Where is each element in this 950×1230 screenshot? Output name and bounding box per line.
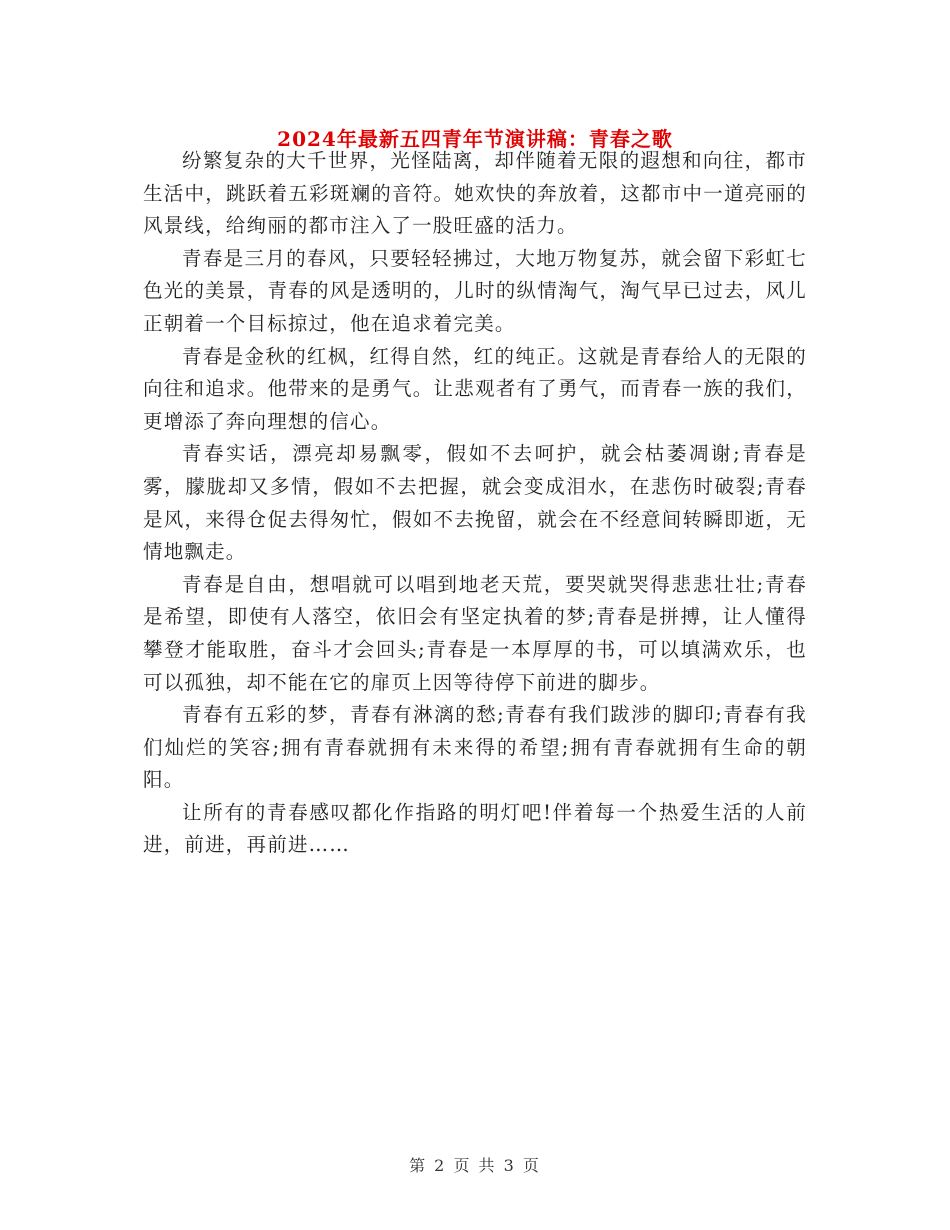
paragraph: 青春是金秋的红枫，红得自然，红的纯正。这就是青春给人的无限的向往和追求。他带来的是勇气。让悲观者有了勇气，而青春一族的我们，更增添了奔向理想的信心。 [143, 344, 807, 433]
paragraph: 让所有的青春感叹都化作指路的明灯吧!伴着每一个热爱生活的人前进，前进，再前进…… [143, 800, 807, 857]
paragraph: 青春实话，漂亮却易飘零，假如不去呵护，就会枯萎凋谢;青春是雾，朦胧却又多情，假如不去把握，就会变成泪水，在悲伤时破裂;青春是风，来得仓促去得匆忙，假如不去挽留，就会在不经意间转瞬即逝，无情地飘走。 [143, 442, 807, 564]
document-title: 2024年最新五四青年节演讲稿：青春之歌 [277, 127, 673, 152]
paragraph: 青春是三月的春风，只要轻轻拂过，大地万物复苏，就会留下彩虹七色光的美景，青春的风是透明的，儿时的纵情淘气，淘气早已过去，风儿正朝着一个目标掠过，他在追求着完美。 [143, 246, 807, 335]
page-number-footer: 第 2 页 共 3 页 [409, 1156, 541, 1175]
paragraph: 青春有五彩的梦，青春有淋漓的愁;青春有我们跋涉的脚印;青春有我们灿烂的笑容;拥有青春就拥有未来得的希望;拥有青春就拥有生命的朝阳。 [143, 703, 807, 792]
document-body [143, 145, 807, 862]
paragraph: 纷繁复杂的大千世界，光怪陆离，却伴随着无限的遐想和向往，都市生活中，跳跃着五彩斑斓的音符。她欢快的奔放着，这都市中一道亮丽的风景线，给绚丽的都市注入了一股旺盛的活力。 [143, 149, 807, 238]
paragraph: 青春是自由，想唱就可以唱到地老天荒，要哭就哭得悲悲壮壮;青春是希望，即使有人落空，依旧会有坚定执着的梦;青春是拼搏，让人懂得攀登才能取胜，奋斗才会回头;青春是一本厚厚的书，可以填满欢乐，也可以孤独，却不能在它的扉页上因等待停下前进的脚步。 [143, 572, 807, 694]
